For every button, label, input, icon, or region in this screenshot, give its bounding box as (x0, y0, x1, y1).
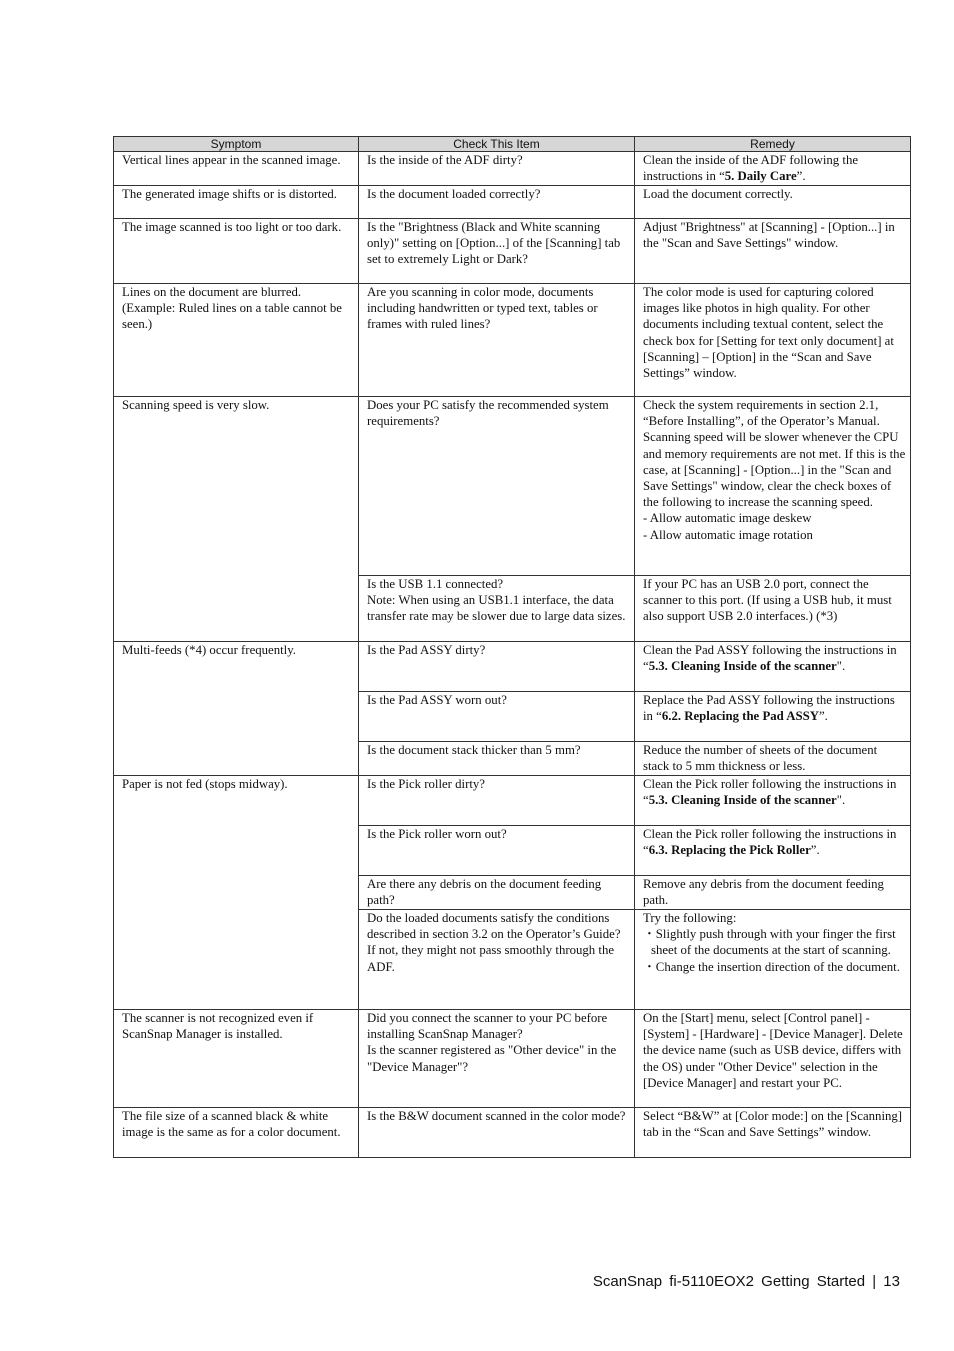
remedy-text: Clean the Pick roller following the instructions in “ (643, 827, 897, 858)
symptom-cell: The scanner is not recognized even if ScanSnap Manager is installed. (114, 1010, 359, 1108)
check-cell: Is the USB 1.1 connected? Note: When using an USB1.1 interface, the data transfer rate may be slower due to large data sizes. (359, 576, 635, 642)
remedy-text-end: ”. (796, 169, 806, 184)
remedy-text: Replace the Pad ASSY following the instructions in “ (643, 693, 895, 724)
page-footer: ScanSnap fi-5110EOX2 Getting Started | 13 (592, 1273, 900, 1290)
check-cell: Are you scanning in color mode, documents including handwritten or typed text, tables or frames with ruled lines? (359, 284, 635, 397)
table-row (114, 397, 911, 576)
remedy-list-item: - Allow automatic image deskew (643, 511, 812, 526)
remedy-cell: The color mode is used for capturing colored images like photos in high quality. For other documents including textual content, select the check box for [Setting for text only document] at [Scanning] – [Option] in the “Scan and Save Settings” window. (635, 284, 911, 397)
symptom-cell: Multi-feeds (*4) occur frequently. (114, 642, 359, 776)
check-cell: Is the Pad ASSY worn out? (359, 692, 635, 742)
symptom-cell: Lines on the document are blurred. (Example: Ruled lines on a table cannot be seen.) (114, 284, 359, 397)
check-cell: Is the Pick roller dirty? (359, 776, 635, 826)
header-symptom: Symptom (114, 137, 359, 152)
remedy-text: Clean the Pick roller following the instructions in “ (643, 777, 897, 808)
remedy-list-item: - Allow automatic image rotation (643, 527, 813, 542)
remedy-text: Check the system requirements in section 2.1, “Before Installing”, of the Operator’s Manual. Scanning speed will be slower whenever the CPU and memory requirements are not met. If this is the case, at [Scanning] - [Option...] in the "Scan and Save Settings" window, clear the check boxes of the following to increase the scanning speed. (643, 398, 906, 510)
symptom-cell: The image scanned is too light or too dark. (114, 219, 359, 284)
check-cell: Did you connect the scanner to your PC before installing ScanSnap Manager? Is the scanner registered as "Other device" in the "Device Manager"? (359, 1010, 635, 1108)
remedy-cell (635, 692, 911, 742)
remedy-cell (635, 826, 911, 876)
remedy-cell: On the [Start] menu, select [Control panel] - [System] - [Hardware] - [Device Manager]. Delete the device name (such as USB device, differs with the OS) under "Other Device" selection in the [Device Manager] and restart your PC. (635, 1010, 911, 1108)
remedy-text-end: ”. (818, 709, 828, 724)
remedy-cell (635, 397, 911, 576)
header-check-this-item: Check This Item (359, 137, 635, 152)
check-cell: Is the "Brightness (Black and White scanning only)" setting on [Option...] of the [Scanning] tab set to extremely Light or Dark? (359, 219, 635, 284)
remedy-bold-reference: 5.3. Cleaning Inside of the scanner (648, 659, 837, 674)
check-cell: Is the B&W document scanned in the color mode? (359, 1108, 635, 1158)
symptom-cell: The generated image shifts or is distorted. (114, 186, 359, 219)
check-cell: Is the inside of the ADF dirty? (359, 152, 635, 186)
check-cell: Does your PC satisfy the recommended system requirements? (359, 397, 635, 576)
remedy-cell (635, 152, 911, 186)
remedy-bold-reference: 5. Daily Care (724, 169, 797, 184)
symptom-cell: Paper is not fed (stops midway). (114, 776, 359, 1010)
remedy-bold-reference: 6.2. Replacing the Pad ASSY (661, 709, 819, 724)
table-row (114, 1010, 911, 1108)
table-row (114, 284, 911, 397)
check-cell: Are there any debris on the document feeding path? (359, 876, 635, 910)
table-row (114, 1108, 911, 1158)
table-row (114, 776, 911, 826)
remedy-cell: If your PC has an USB 2.0 port, connect the scanner to this port. (If using a USB hub, it must also support USB 2.0 interfaces.) (*3) (635, 576, 911, 642)
remedy-list-item: ・Slightly push through with your finger the first sheet of the documents at the start of scanning. (643, 927, 896, 958)
remedy-text-end: ". (836, 793, 846, 808)
table-header-row (114, 137, 911, 152)
remedy-cell: Remove any debris from the document feeding path. (635, 876, 911, 910)
remedy-text: Try the following: (643, 911, 737, 925)
remedy-cell: Select “B&W” at [Color mode:] on the [Scanning] tab in the “Scan and Save Settings” window. (635, 1108, 911, 1158)
remedy-bold-reference: 5.3. Cleaning Inside of the scanner (648, 793, 837, 808)
table-row (114, 186, 911, 219)
remedy-cell (635, 642, 911, 692)
symptom-cell: Scanning speed is very slow. (114, 397, 359, 642)
remedy-text: Clean the inside of the ADF following the instructions in “ (643, 153, 859, 184)
remedy-cell: Adjust "Brightness" at [Scanning] - [Option...] in the "Scan and Save Settings" window. (635, 219, 911, 284)
remedy-cell (635, 776, 911, 826)
check-cell: Is the Pad ASSY dirty? (359, 642, 635, 692)
remedy-cell: Reduce the number of sheets of the document stack to 5 mm thickness or less. (635, 742, 911, 776)
table-row (114, 219, 911, 284)
check-cell: Is the Pick roller worn out? (359, 826, 635, 876)
remedy-text-end: ". (836, 659, 846, 674)
table-row (114, 152, 911, 186)
remedy-bold-reference: 6.3. Replacing the Pick Roller (648, 843, 811, 858)
header-remedy: Remedy (635, 137, 911, 152)
check-cell: Is the document stack thicker than 5 mm? (359, 742, 635, 776)
check-cell: Do the loaded documents satisfy the conditions described in section 3.2 on the Operator’s Guide? If not, they might not pass smoothly through the ADF. (359, 910, 635, 1010)
table-row (114, 642, 911, 692)
remedy-list-item: ・Change the insertion direction of the document. (643, 959, 900, 974)
remedy-text-end: ”. (810, 843, 820, 858)
troubleshooting-table (113, 136, 911, 1158)
remedy-cell: Load the document correctly. (635, 186, 911, 219)
symptom-cell: Vertical lines appear in the scanned image. (114, 152, 359, 186)
check-cell: Is the document loaded correctly? (359, 186, 635, 219)
remedy-text: Clean the Pad ASSY following the instructions in “ (643, 643, 897, 674)
remedy-cell (635, 910, 911, 1010)
symptom-cell: The file size of a scanned black & white image is the same as for a color document. (114, 1108, 359, 1158)
